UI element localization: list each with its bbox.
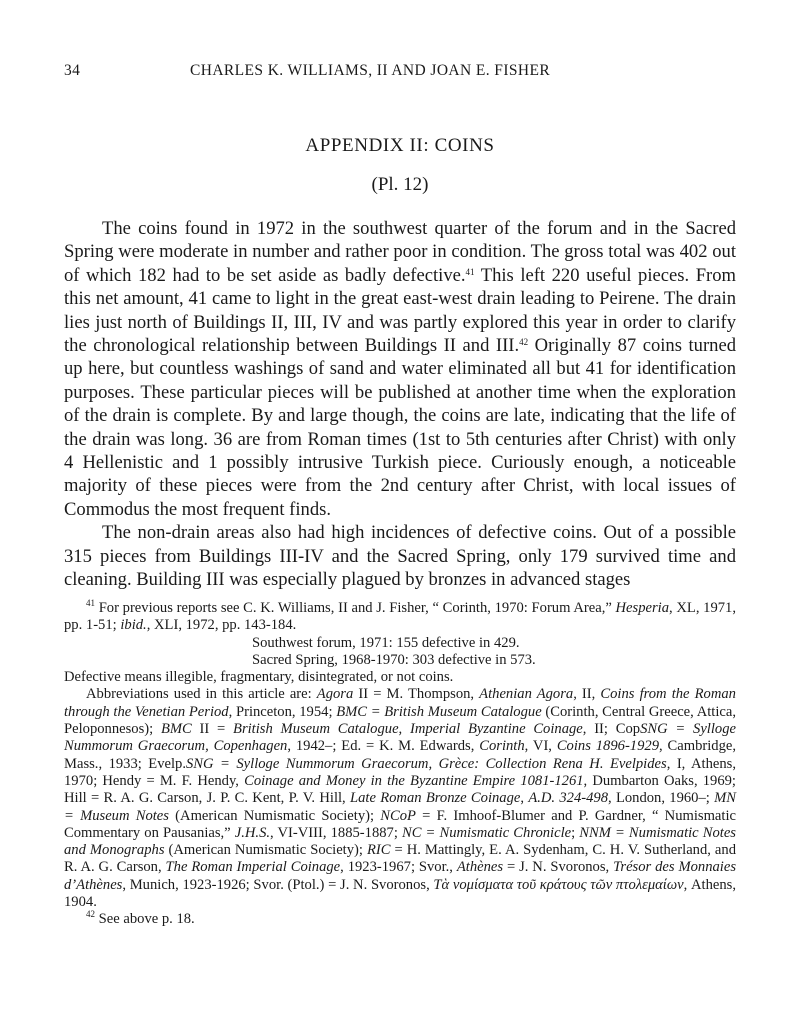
abbr-italic: Trésor des Monnaies d’Athènes bbox=[64, 859, 736, 893]
fn41-ibid: ibid. bbox=[120, 617, 147, 634]
footnote-41 bbox=[64, 600, 736, 635]
abbr-text: , Princeton, 1954; bbox=[228, 703, 337, 720]
fn41-text: , XLI, 1972, pp. 143-184. bbox=[146, 617, 297, 634]
abbr-text: , 1923-1967; Svor., bbox=[340, 859, 457, 876]
abbr-italic: BMC = British Museum Catalogue bbox=[336, 703, 542, 720]
abbr-italic: British Museum Catalogue, Imperial Byzantine Coinage bbox=[233, 721, 583, 738]
sacred-spring-line: Sacred Spring, 1968-1970: 303 defective in 573. bbox=[252, 651, 536, 668]
abbr-italic: Coins from the Roman through the Venetian Period bbox=[64, 686, 736, 720]
abbr-italic: BMC bbox=[160, 721, 192, 738]
running-head-authors: CHARLES K. WILLIAMS, II AND JOAN E. FISHER bbox=[190, 62, 551, 79]
paragraph-1 bbox=[64, 217, 736, 521]
abbr-text: ; bbox=[571, 824, 580, 841]
abbr-italic: Agora bbox=[316, 686, 354, 703]
footnote-42 bbox=[64, 911, 736, 928]
abbr-text: , VI, bbox=[524, 738, 557, 755]
footnote-ref-41[interactable]: 41 bbox=[465, 266, 475, 277]
section-title: APPENDIX II: COINS bbox=[305, 135, 495, 156]
abbr-text: = F. Imhoof-Blumer and P. Gardner, “ Numismatic Commentary on Pausanias,” bbox=[64, 807, 736, 841]
abbr-italic: SNG = Sylloge Nummorum Graecorum, Copenhagen bbox=[64, 721, 736, 755]
abbr-italic: Athenian Agora bbox=[479, 686, 574, 703]
abbr-text: Abbreviations used in this article are: bbox=[86, 686, 317, 703]
defective-definition: Defective means illegible, fragmentary, disintegrated, or not coins. bbox=[64, 669, 454, 686]
abbr-greek-title: Τὰ νομίσματα τοῦ κράτους τῶν πτολεμαίων bbox=[433, 876, 684, 893]
abbr-text: , bbox=[520, 790, 529, 807]
abbr-text: , I, Athens, 1970; Hendy = M. F. Hendy, bbox=[64, 755, 736, 789]
abbr-text: , II; Cop bbox=[582, 721, 641, 738]
fn41-journal: Hesperia bbox=[615, 600, 670, 616]
abbr-italic: Corinth bbox=[479, 738, 525, 755]
running-head bbox=[64, 62, 736, 84]
abbr-text: , Cambridge, Mass., 1933; Evelp. bbox=[64, 738, 737, 772]
footnote-number-42: 42 bbox=[86, 909, 95, 920]
abbr-text: , Athens, 1904. bbox=[64, 876, 736, 911]
abbr-italic: Coins 1896-1929 bbox=[556, 738, 659, 755]
abbr-text: , London, 1960–; bbox=[608, 790, 715, 807]
paragraph-2: The non-drain areas also had high incidences of defective coins. Out of a possible 315 pieces from Buildings III-IV and the Sacred Spring, only 179 survived time and cleaning. Building III was especially plagued by bronzes in advanced stages bbox=[64, 522, 736, 591]
footnote-number-41: 41 bbox=[86, 598, 95, 608]
abbr-text: = J. N. Svoronos, bbox=[503, 859, 614, 876]
abbr-text: = H. Mattingly, E. A. Sydenham, C. H. V. Sutherland, and R. A. G. Carson, bbox=[64, 842, 736, 876]
abbr-italic: A.D. 324-498 bbox=[528, 790, 609, 807]
abbr-italic: The Roman Imperial Coinage bbox=[165, 859, 341, 876]
abbr-text: II = M. Thompson, bbox=[353, 686, 480, 703]
abbr-text: , VI-VIII, 1885-1887; bbox=[270, 824, 402, 841]
fn41-text: , XL, 1971, pp. 1-51; bbox=[64, 600, 736, 634]
fn42-text: See above p. 18. bbox=[95, 911, 195, 928]
abbr-italic: SNG = Sylloge Nummorum Graecorum, Grèce: Collection Rena H. Evelpides bbox=[186, 755, 667, 772]
fn41-text: For previous reports see C. K. Williams, II and J. Fisher, “ Corinth, 1970: Forum Area,” bbox=[95, 600, 616, 616]
p1-text-b: This left 220 useful pieces. From this net amount, 41 came to light in the great east-west drain leading to Peirene. The drain lies just north of Buildings II, III, IV and was partly explored this year in order to clarify the chronological relationship between Buildings II and III. bbox=[64, 264, 736, 357]
page bbox=[64, 0, 736, 1024]
southwest-forum-line: Southwest forum, 1971: 155 defective in 429. bbox=[252, 634, 520, 651]
footnote-ref-42[interactable]: 42 bbox=[519, 337, 529, 348]
abbr-text: , Dumbarton Oaks, 1969; Hill = R. A. G. Carson, J. P. C. Kent, P. V. Hill, bbox=[64, 772, 736, 807]
abbr-text: , Munich, 1923-1926; Svor. (Ptol.) = J. N. Svoronos, bbox=[122, 876, 434, 893]
abbr-italic: Athènes bbox=[456, 859, 504, 876]
abbr-italic: NCoP bbox=[380, 807, 416, 824]
page-number: 34 bbox=[64, 62, 81, 79]
abbr-text: , 1942–; Ed. = K. M. Edwards, bbox=[287, 738, 480, 755]
abbr-text: (American Numismatic Society); bbox=[164, 842, 367, 859]
p1-text-c: Originally 87 coins turned up here, but countless washings of sand and water eliminated all but 41 for identification purposes. These particular pieces will be published at another time when the exploration of the drain is complete. By and large though, the coins are late, indicating that the life of the drain was long. 36 are from Roman times (1st to 5th centuries after Christ) with only 4 Hellenistic and 1 possibly intrusive Turkish piece. Curiously enough, a noticeable majority of these pieces were from the 2nd century after Christ, with local issues of Commodus the most frequent finds. bbox=[64, 335, 736, 520]
abbr-italic: NC = Numismatic Chronicle bbox=[401, 824, 572, 841]
footnotes bbox=[64, 600, 736, 929]
p1-text-a: The coins found in 1972 in the southwest quarter of the forum and in the Sacred Spring were moderate in number and rather poor in condition. The gross total was 402 out of which 182 had to be set aside as badly defective. bbox=[64, 218, 736, 286]
abbr-italic: RIC bbox=[366, 842, 391, 859]
abbr-italic: Coinage and Money in the Byzantine Empire 1081-1261 bbox=[244, 772, 584, 789]
plate-reference: (Pl. 12) bbox=[371, 174, 429, 195]
abbr-text: (Corinth, Central Greece, Attica, Peloponnesos); bbox=[64, 703, 737, 738]
abbr-italic: Late Roman Bronze Coinage bbox=[349, 790, 521, 807]
body-text bbox=[64, 217, 736, 592]
abbreviations-note bbox=[64, 686, 736, 911]
abbr-italic: MN = Museum Notes bbox=[64, 790, 736, 824]
abbr-text: II = bbox=[191, 721, 234, 738]
abbr-italic: NNM = Numismatic Notes and Monographs bbox=[64, 824, 736, 859]
abbr-text: (American Numismatic Society); bbox=[168, 807, 381, 824]
abbr-text: , II, bbox=[573, 686, 601, 703]
abbr-italic: J.H.S. bbox=[234, 824, 271, 841]
